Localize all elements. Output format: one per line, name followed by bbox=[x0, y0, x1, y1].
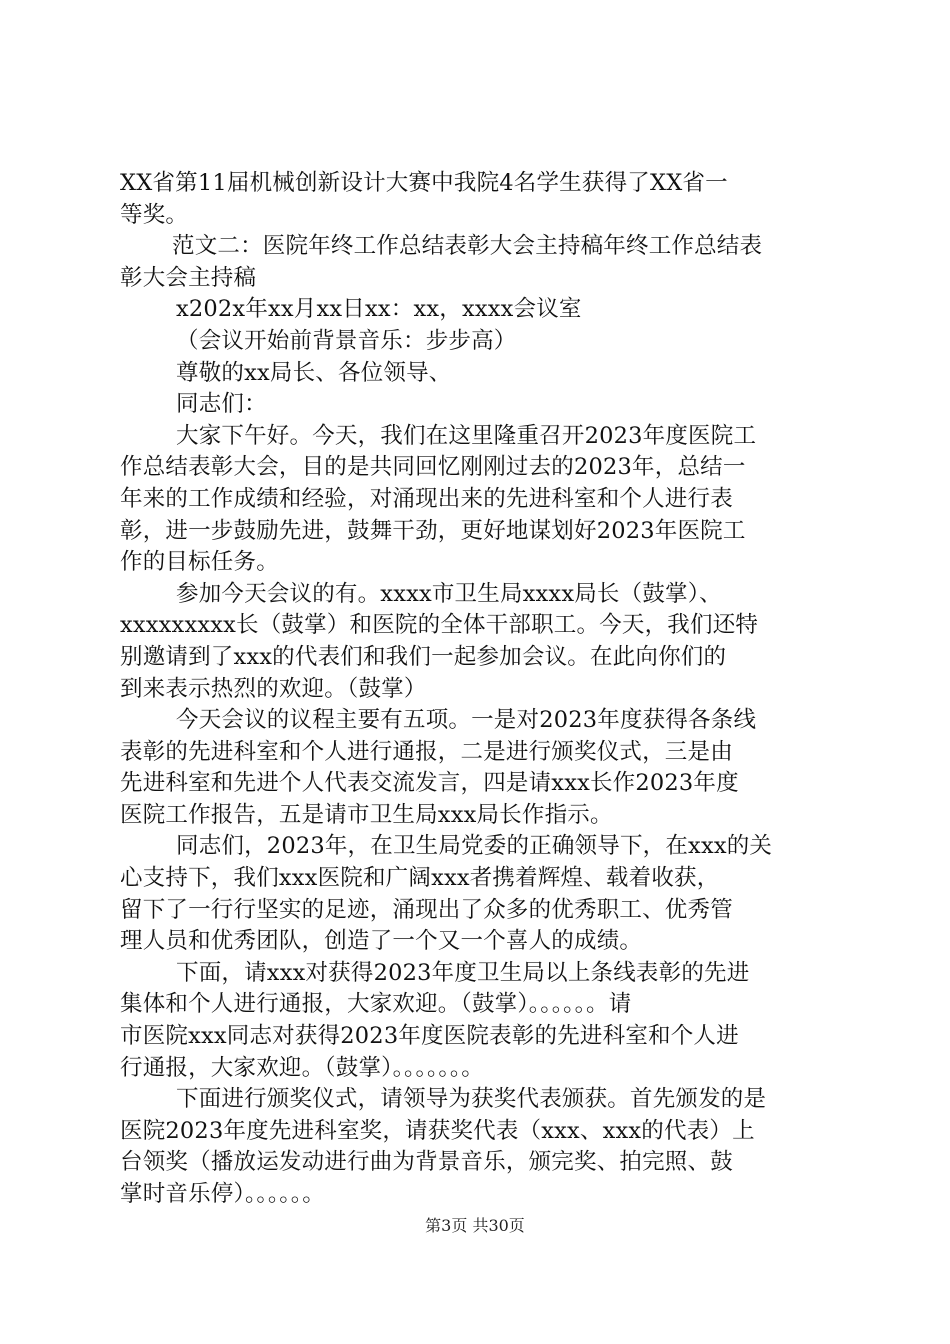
text-line: XX省第11届机械创新设计大赛中我院4名学生获得了XX省一 bbox=[120, 170, 728, 196]
text-line: 留下了一行行坚实的足迹，涌现出了众多的优秀职工、优秀管 bbox=[120, 896, 733, 923]
section-heading-line: 彰大会主持稿 bbox=[120, 264, 257, 291]
text-line: 行通报，大家欢迎。（鼓掌）。。。。。。。 bbox=[120, 1054, 485, 1081]
text-line: 台领奖（播放运发动进行曲为背景音乐，颁完奖、拍完照、鼓 bbox=[120, 1149, 733, 1176]
meeting-date-line: x202x年xx月xx日xx：xx，xxxx会议室 bbox=[176, 296, 582, 323]
text-line: 大家下午好。今天，我们在这里隆重召开2023年度医院工 bbox=[176, 422, 757, 449]
text-line: 医院工作报告，五是请市卫生局xxx局长作指示。 bbox=[120, 801, 613, 828]
text-line: 作的目标任务。 bbox=[120, 549, 279, 576]
background-music-note: （会议开始前背景音乐：步步高） bbox=[176, 327, 517, 354]
document-body bbox=[120, 168, 832, 1211]
section-heading-line: 范文二：医院年终工作总结表彰大会主持稿年终工作总结表 bbox=[172, 233, 763, 260]
page-number-footer: 第3页 共30页 bbox=[425, 1216, 525, 1235]
text-line: 年来的工作成绩和经验，对涌现出来的先进科室和个人进行表 bbox=[120, 485, 733, 512]
text-line: 今天会议的议程主要有五项。一是对2023年度获得各条线 bbox=[176, 707, 757, 734]
salutation-line: 尊敬的xx局长、各位领导、 bbox=[176, 359, 452, 386]
text-line: 参加今天会议的有。xxxx市卫生局xxxx局长（鼓掌）、 bbox=[176, 580, 722, 607]
text-line: 下面，请xxx对获得2023年度卫生局以上条线表彰的先进 bbox=[176, 959, 750, 986]
text-line: 下面进行颁奖仪式，请领导为获奖代表颁获。首先颁发的是 bbox=[176, 1086, 767, 1113]
text-line: 作总结表彰大会，目的是共同回忆刚刚过去的2023年，总结一 bbox=[120, 454, 746, 481]
text-line: 理人员和优秀团队，创造了一个又一个喜人的成绩。 bbox=[120, 928, 643, 955]
text-line: 表彰的先进科室和个人进行通报，二是进行颁奖仪式，三是由 bbox=[120, 738, 733, 765]
text-line: 到来表示热烈的欢迎。（鼓掌） bbox=[120, 675, 427, 702]
text-line: xxxxxxxxx长（鼓掌）和医院的全体干部职工。今天，我们还特 bbox=[120, 612, 759, 639]
text-line: 别邀请到了xxx的代表们和我们一起参加会议。在此向你们的 bbox=[120, 643, 727, 670]
text-line: 彰，进一步鼓励先进，鼓舞干劲，更好地谋划好2023年医院工 bbox=[120, 517, 746, 544]
text-line: 掌时音乐停）。。。。。。 bbox=[120, 1181, 325, 1207]
text-line: 心支持下，我们xxx医院和广阔xxx者携着辉煌、载着收获， bbox=[120, 865, 720, 892]
text-line: 先进科室和先进个人代表交流发言，四是请xxx长作2023年度 bbox=[120, 770, 739, 797]
text-line: 医院2023年度先进科室奖，请获奖代表（xxx、xxx的代表）上 bbox=[120, 1117, 755, 1144]
text-line: 等奖。 bbox=[120, 201, 189, 228]
text-line: 同志们，2023年，在卫生局党委的正确领导下，在xxx的关 bbox=[176, 833, 773, 860]
salutation-line: 同志们： bbox=[176, 391, 267, 418]
text-line: 集体和个人进行通报，大家欢迎。（鼓掌）。。。。。。请 bbox=[120, 991, 632, 1018]
text-line: 市医院xxx同志对获得2023年度医院表彰的先进科室和个人进 bbox=[120, 1023, 739, 1050]
